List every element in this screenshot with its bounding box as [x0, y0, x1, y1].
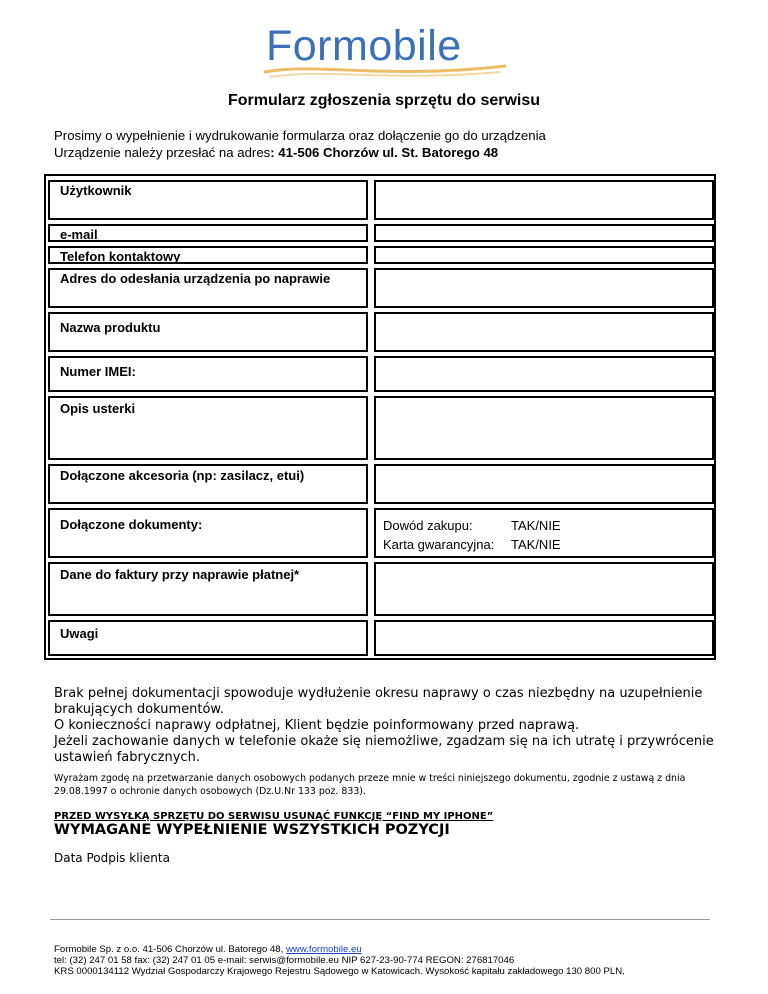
formobile-logo [260, 22, 510, 84]
label-cell [48, 224, 368, 242]
user-field[interactable] [374, 180, 714, 220]
footer-company: Formobile Sp. z o.o. 41-506 Chorzów ul. Batorego 48, [54, 944, 286, 955]
label-cell [48, 356, 368, 392]
form-row-email [46, 222, 714, 244]
intro-line-1: Prosimy o wypełnienie i wydrukowanie formularza oraz dołączenie go do urządzenia [54, 128, 546, 143]
accessories-field[interactable] [374, 464, 714, 504]
label-cell [48, 312, 368, 352]
invoice-data-field[interactable] [374, 562, 714, 616]
footer [54, 944, 625, 977]
label-cell [48, 464, 368, 504]
warranty-card-label: Karta gwarancyjna: [383, 537, 495, 552]
find-my-iphone-warning: PRZED WYSYŁKĄ SPRZĘTU DO SERWISU USUNĄĆ FUNKCJĘ “FIND MY IPHONE” [54, 811, 494, 822]
field-label-invoice-data: Dane do faktury przy naprawie płatnej* [60, 567, 300, 582]
field-label-fault-description: Opis usterki [60, 401, 136, 416]
label-cell [48, 620, 368, 656]
form-row-accessories [46, 462, 714, 506]
label-cell [48, 180, 368, 220]
intro-text [54, 127, 546, 161]
field-label-remarks: Uwagi [60, 626, 99, 641]
notes-section [54, 686, 716, 766]
purchase-proof-value[interactable]: TAK/NIE [511, 518, 561, 533]
logo-wave-icon [260, 60, 510, 82]
page-title: Formularz zgłoszenia sprzętu do serwisu [227, 92, 541, 109]
field-label-documents: Dołączone dokumenty: [60, 517, 203, 532]
documents-field[interactable] [374, 508, 714, 558]
field-label-accessories: Dołączone akcesoria (np: zasilacz, etui) [60, 468, 305, 483]
label-cell [48, 268, 368, 308]
form-row-product-name [46, 310, 714, 354]
form-row-phone [46, 244, 714, 266]
label-cell [48, 396, 368, 460]
documents-options [383, 516, 561, 554]
form-row-invoice-data [46, 560, 714, 618]
field-label-return-address: Adres do odesłania urządzenia po naprawie [60, 271, 331, 286]
warranty-card-line [383, 535, 561, 554]
footer-line-2: tel: (32) 247 01 58 fax: (32) 247 01 05 e-mail: serwis@formobile.eu NIP 627-23-90-774 REGON: 276817046 [54, 955, 515, 966]
field-label-product-name: Nazwa produktu [60, 320, 161, 335]
field-label-phone: Telefon kontaktowy [60, 249, 181, 264]
note-paid-repair: O konieczności naprawy odpłatnej, Klient będzie poinformowany przed naprawą. [54, 718, 580, 733]
form-row-remarks [46, 618, 714, 658]
note-documentation: Brak pełnej dokumentacji spowoduje wydłużenie okresu naprawy o czas niezbędny na uzupełnienie brakujących dokumentów. [54, 686, 703, 717]
form-row-return-address [46, 266, 714, 310]
purchase-proof-line [383, 516, 561, 535]
fault-description-field[interactable] [374, 396, 714, 460]
intro-line-2-prefix: Urządzenie należy przesłać na adres [54, 145, 271, 160]
required-fields-warning: WYMAGANE WYPEŁNIENIE WSZYSTKICH POZYCJI [54, 822, 450, 838]
website-link[interactable]: www.formobile.eu [285, 944, 362, 955]
label-cell [48, 246, 368, 264]
signature-line: Data Podpis klienta [54, 851, 170, 865]
remarks-field[interactable] [374, 620, 714, 656]
field-label-email: e-mail [60, 227, 98, 242]
label-cell [48, 562, 368, 616]
shipping-address: : 41-506 Chorzów ul. St. Batorego 48 [270, 145, 499, 160]
footer-divider [50, 919, 710, 920]
form-row-documents [46, 506, 714, 560]
imei-field[interactable] [374, 356, 714, 392]
footer-line-1 [54, 944, 625, 955]
phone-field[interactable] [374, 246, 714, 264]
note-data-loss: Jeżeli zachowanie danych w telefonie okaże się niemożliwe, zgadzam się na ich utratę i przywrócenie ustawień fabrycznych. [54, 734, 714, 765]
email-field[interactable] [374, 224, 714, 242]
service-form [44, 174, 716, 660]
field-label-user: Użytkownik [60, 183, 132, 198]
product-name-field[interactable] [374, 312, 714, 352]
intro-line-2 [54, 144, 546, 161]
label-cell [48, 508, 368, 558]
gdpr-consent: Wyrażam zgodę na przetwarzanie danych osobowych podanych przeze mnie w treści niniejszego dokumentu, zgodnie z ustawą z dnia 29.08.1997 o ochronie danych osobowych (Dz.U.Nr 133 poz. 833). [54, 773, 686, 797]
footer-line-3: KRS 0000134112 Wydział Gospodarczy Krajowego Rejestru Sądowego w Katowicach. Wysokość kapitału zakładowego 130 800 PLN. [54, 966, 625, 977]
form-row-user [46, 178, 714, 222]
form-row-fault-description [46, 394, 714, 462]
warranty-card-value[interactable]: TAK/NIE [511, 537, 561, 552]
return-address-field[interactable] [374, 268, 714, 308]
field-label-imei: Numer IMEI: [60, 364, 136, 379]
purchase-proof-label: Dowód zakupu: [383, 518, 473, 533]
logo-wordmark: Formobile [266, 22, 462, 70]
form-row-imei [46, 354, 714, 394]
